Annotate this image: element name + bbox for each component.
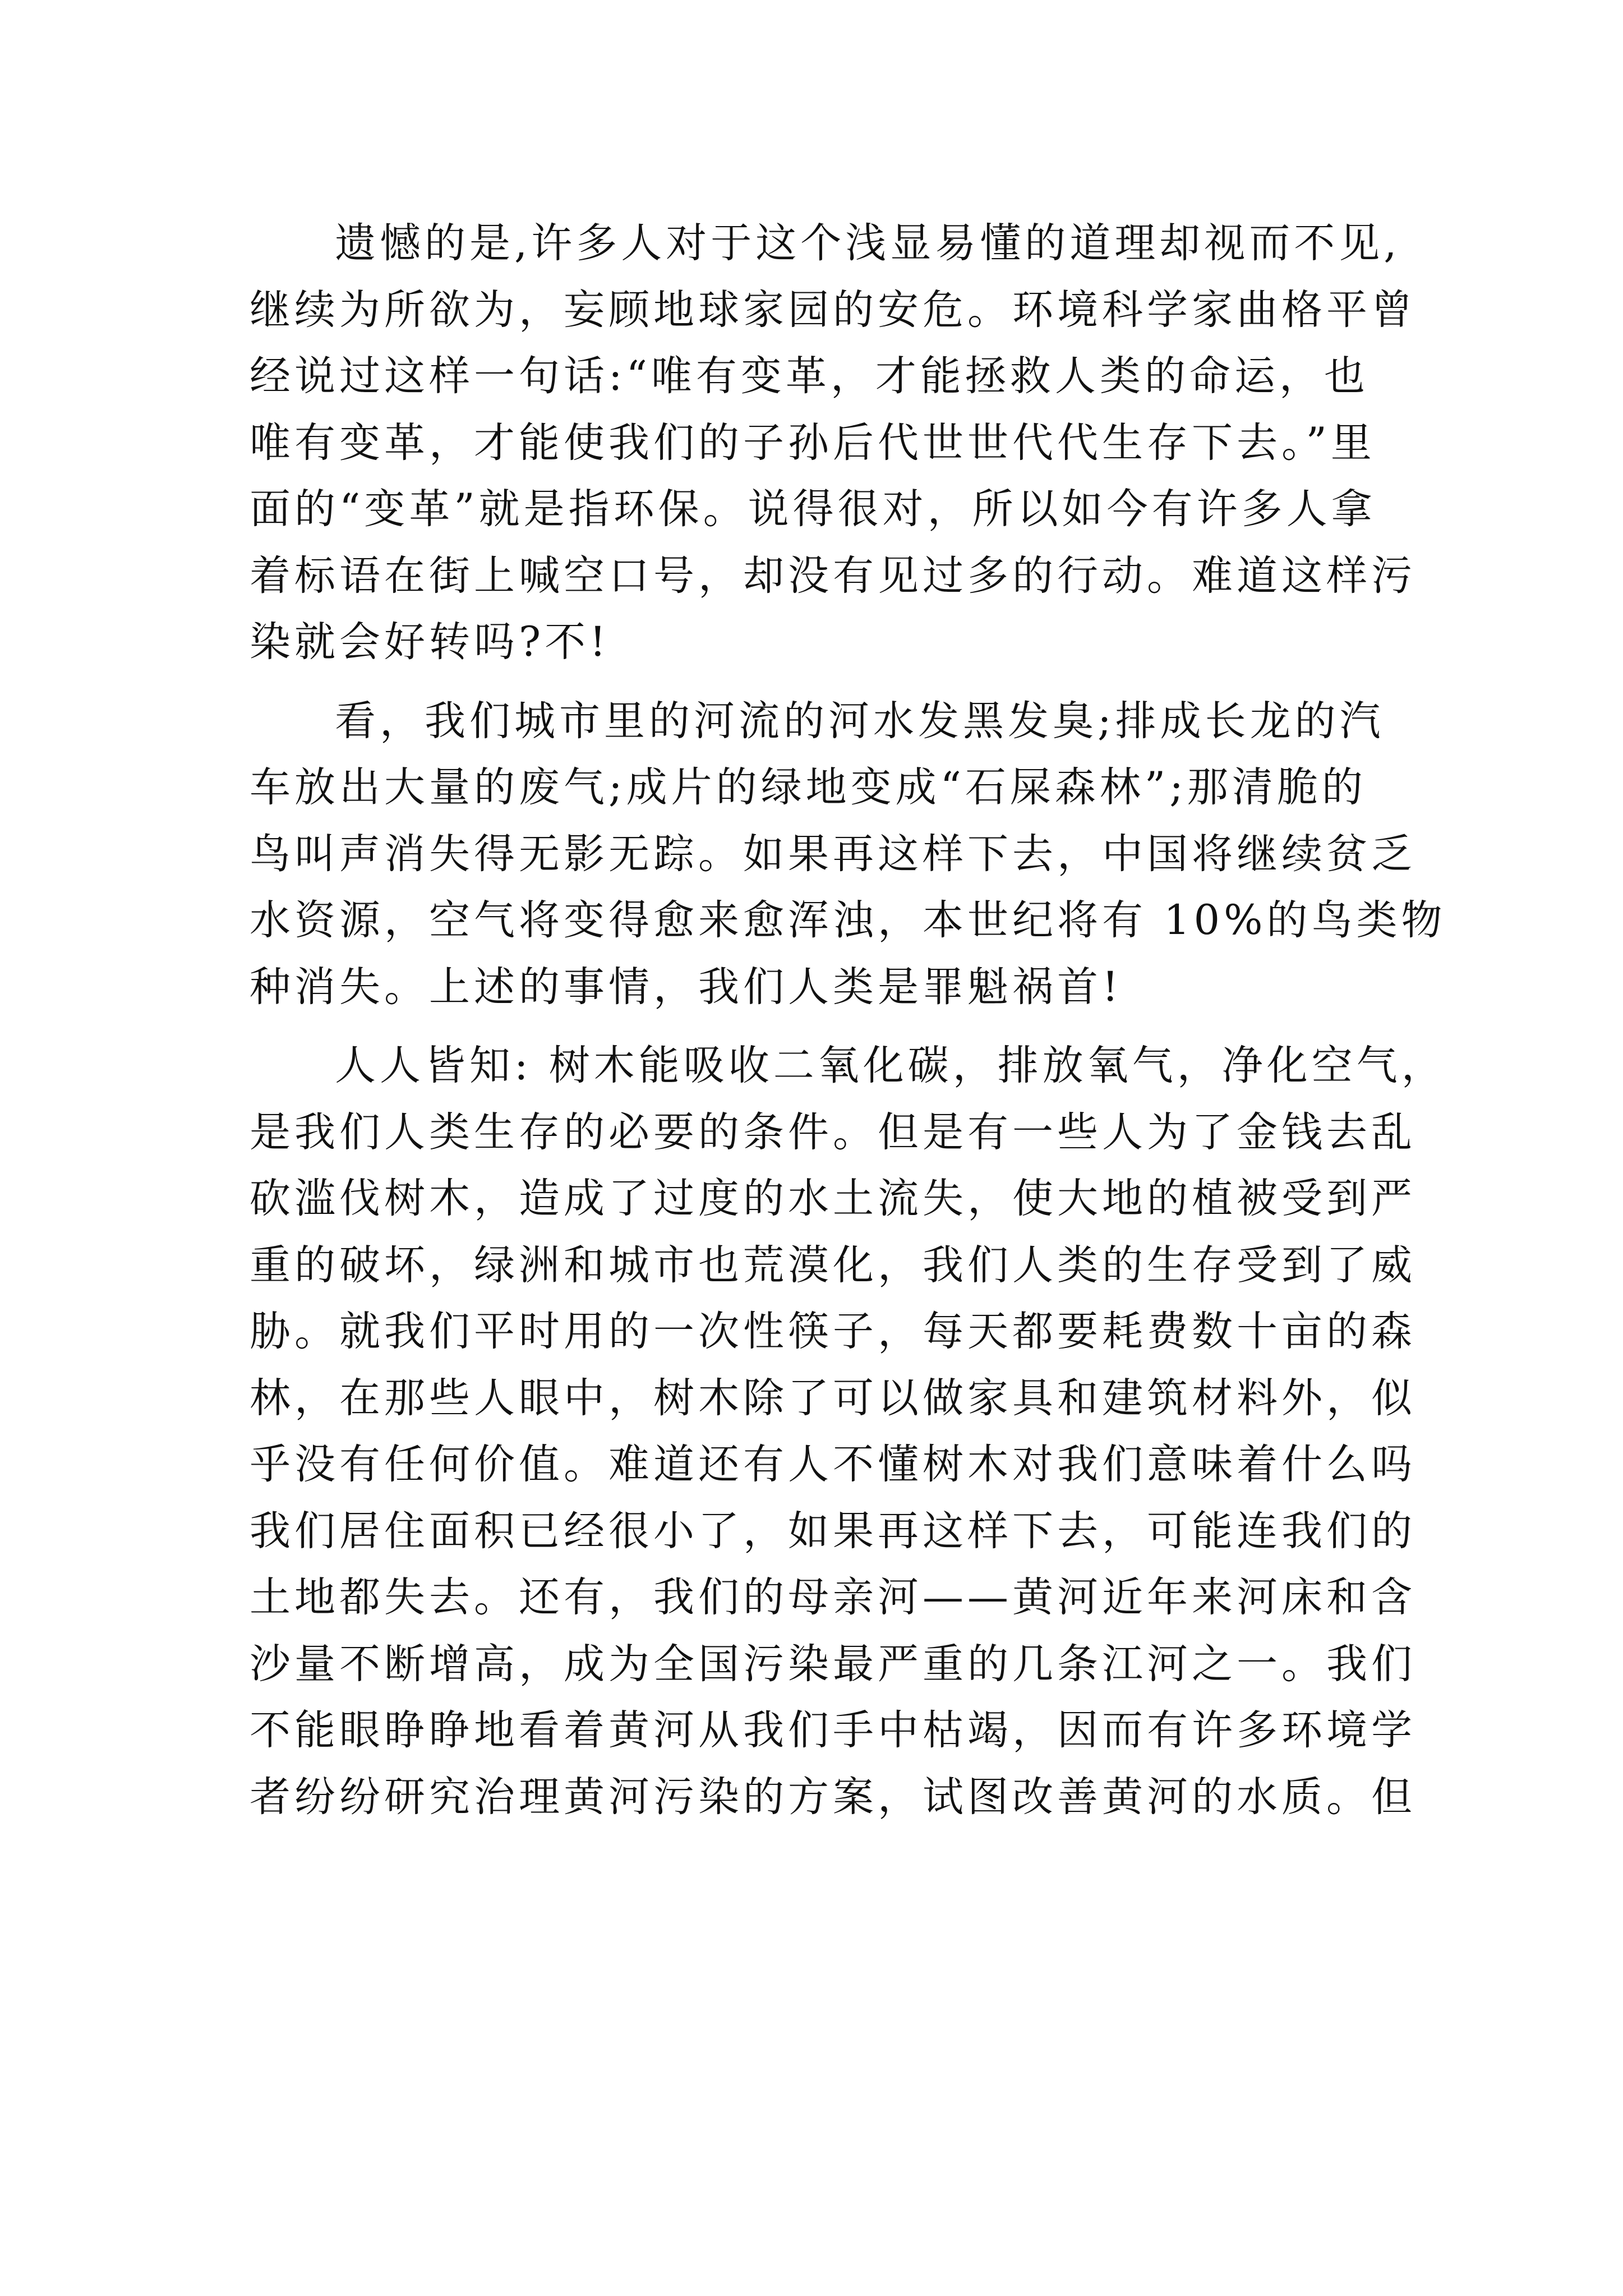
- paragraph-line: 是我们人类生存的必要的条件。但是有一些人为了金钱去乱: [250, 1108, 1416, 1156]
- paragraph-line: 林，在那些人眼中，树木除了可以做家具和建筑材料外，似: [250, 1374, 1416, 1422]
- paragraph-line: 染就会好转吗?不!: [250, 618, 610, 666]
- paragraph-line: 唯有变革，才能使我们的子孙后代世世代代生存下去。”里: [250, 418, 1376, 467]
- paragraph-line: 土地都失去。还有，我们的母亲河——黄河近年来河床和含: [250, 1573, 1416, 1621]
- paragraph-line: 重的破坏，绿洲和城市也荒漠化，我们人类的生存受到了威: [250, 1241, 1416, 1289]
- paragraph-1: [250, 210, 1416, 676]
- paragraph-line: 车放出大量的废气;成片的绿地变成“石屎森林”;那清脆的: [250, 763, 1367, 811]
- paragraph-line: 砍滥伐树木，造成了过度的水土流失，使大地的植被受到严: [250, 1175, 1416, 1222]
- paragraph-2: [250, 688, 1446, 1021]
- paragraph-line: 人人皆知: 树木能吸收二氧化碳，排放氧气，净化空气，: [335, 1042, 1446, 1089]
- paragraph-line: 胁。就我们平时用的一次性筷子，每天都要耗费数十亩的森: [250, 1308, 1416, 1355]
- paragraph-line: 继续为所欲为，妄顾地球家园的安危。环境科学家曲格平曾: [250, 286, 1416, 334]
- paragraph-line: 看，我们城市里的河流的河水发黑发臭;排成长龙的汽: [335, 697, 1385, 745]
- paragraph-line: 沙量不断增高，成为全国污染最严重的几条江河之一。我们: [250, 1640, 1416, 1688]
- paragraph-line: 者纷纷研究治理黄河污染的方案，试图改善黄河的水质。但: [250, 1773, 1416, 1821]
- paragraph-line: 鸟叫声消失得无影无踪。如果再这样下去，中国将继续贫乏: [250, 830, 1416, 878]
- paragraph-3: [250, 1033, 1446, 1830]
- paragraph-line: 着标语在街上喊空口号，却没有见过多的行动。难道这样污: [250, 551, 1416, 600]
- paragraph-line: 经说过这样一句话:“唯有变革，才能拯救人类的命运，也: [250, 352, 1369, 400]
- paragraph-line: 我们居住面积已经很小了，如果再这样下去，可能连我们的: [250, 1507, 1416, 1555]
- paragraph-line: 种消失。上述的事情，我们人类是罪魁祸首!: [250, 963, 1123, 1011]
- document-body: [250, 210, 1446, 1830]
- paragraph-line: 遗憾的是,许多人对于这个浅显易懂的道理却视而不见,: [335, 219, 1401, 267]
- paragraph-line: 面的“变革”就是指环保。说得很对，所以如今有许多人拿: [250, 485, 1376, 533]
- paragraph-line: 不能眼睁睁地看着黄河从我们手中枯竭，因而有许多环境学: [250, 1706, 1416, 1754]
- paragraph-line: 水资源，空气将变得愈来愈浑浊，本世纪将有 10%的鸟类物: [250, 896, 1446, 944]
- paragraph-line: 乎没有任何价值。难道还有人不懂树木对我们意味着什么吗: [250, 1441, 1416, 1488]
